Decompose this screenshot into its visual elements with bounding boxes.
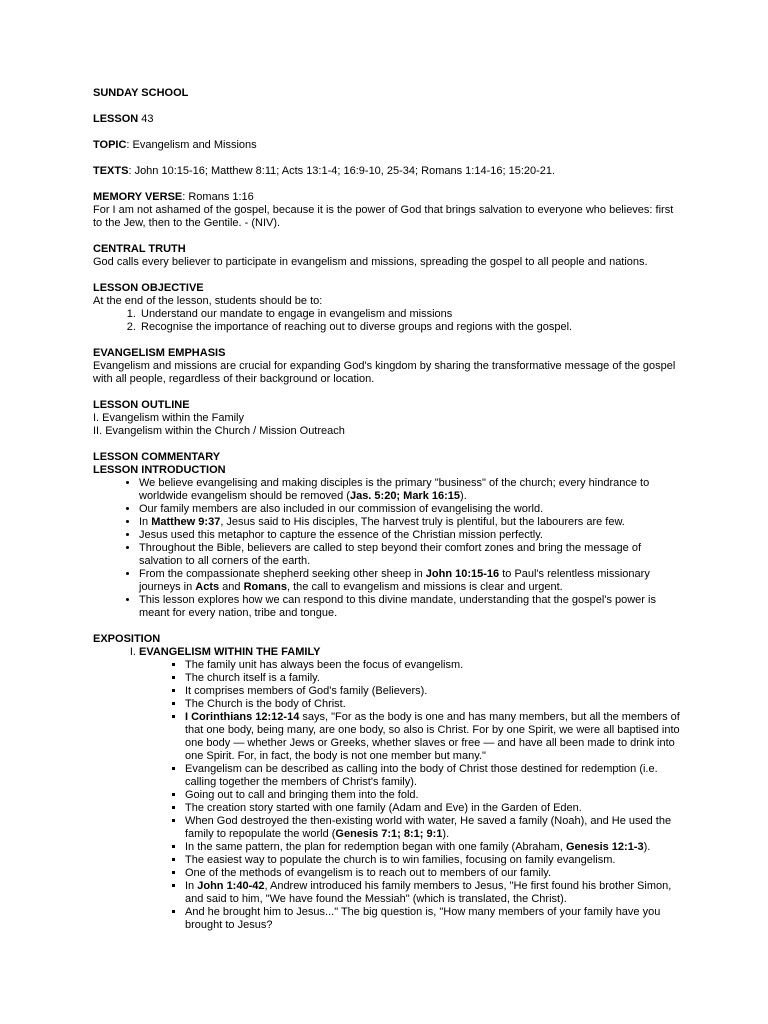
scripture-reference: Genesis 12:1-3 bbox=[565, 841, 644, 853]
central-truth-text: God calls every believer to participate in evangelism and missions, spreading the gospel to all people and nations. bbox=[93, 256, 648, 268]
texts-label: TEXTS bbox=[93, 165, 129, 177]
list-item: • Jesus used this metaphor to capture the essence of the Christian mission perfectly. bbox=[139, 529, 683, 542]
list-item: ▪ The church itself is a family. bbox=[185, 672, 683, 685]
book-name: Romans bbox=[243, 581, 287, 593]
text-run: ). bbox=[442, 828, 450, 840]
emphasis-section bbox=[93, 347, 683, 386]
text-run: says, "For as the body is one and has many members, but all the members of that one body, being many, are one body, so also is Christ. For by one Spirit, we were all baptised into one body — whether Jews or Greeks, whether slaves or free — and have all been made to drink into one Spirit. For, in fact, the body is not one member but many." bbox=[185, 711, 680, 762]
list-item: ▪ It comprises members of God's family (Believers). bbox=[185, 685, 683, 698]
objective-list bbox=[93, 308, 683, 334]
list-item bbox=[185, 841, 683, 854]
text-run: to Paul's relentless missionary journeys in bbox=[139, 568, 650, 593]
list-item bbox=[139, 477, 683, 503]
texts-text: : John 10:15-16; Matthew 8:11; Acts 13:1-4; 16:9-10, 25-34; Romans 1:14-16; 15:20-21. bbox=[128, 165, 556, 177]
text-run: In bbox=[139, 516, 152, 528]
text-run: , the call to evangelism and missions is clear and urgent. bbox=[286, 581, 563, 593]
list-item bbox=[185, 815, 683, 841]
text-run: In bbox=[185, 880, 198, 892]
text-run: , Jesus said to His disciples, The harvest truly is plentiful, but the labourers are few. bbox=[220, 516, 625, 528]
list-item: ▪ The easiest way to populate the church is to win families, focusing on family evangelism. bbox=[185, 854, 683, 867]
scripture-reference: John 10:15-16 bbox=[425, 568, 500, 580]
text-run: In the same pattern, the plan for redemption began with one family (Abraham, bbox=[185, 841, 566, 853]
memory-verse-label: MEMORY VERSE bbox=[93, 191, 183, 203]
list-item: ▪ Evangelism can be described as calling into the body of Christ those destined for redemption (i.e. calling together the members of Christ's family). bbox=[185, 763, 683, 789]
list-item bbox=[139, 516, 683, 529]
topic-line bbox=[93, 139, 683, 152]
introduction-list bbox=[93, 477, 683, 620]
list-item: ▪ The creation story started with one family (Adam and Eve) in the Garden of Eden. bbox=[185, 802, 683, 815]
commentary-heading: LESSON COMMENTARY bbox=[93, 451, 221, 463]
list-item: • Our family members are also included in our commission of evangelising the world. bbox=[139, 503, 683, 516]
list-item bbox=[185, 880, 683, 906]
memory-verse-heading bbox=[93, 191, 683, 204]
book-name: Acts bbox=[195, 581, 220, 593]
list-item: 2. Recognise the importance of reaching out to diverse groups and regions with the gospel. bbox=[139, 321, 683, 334]
text-run: , Andrew introduced his family members to Jesus, "He first found his brother Simon, and said to him, "We have found the Messiah" (which is translated, the Christ). bbox=[185, 880, 672, 905]
list-item: • Throughout the Bible, believers are called to step beyond their comfort zones and bring the message of salvation to all corners of the earth. bbox=[139, 542, 683, 568]
exposition-heading: EXPOSITION bbox=[93, 633, 161, 645]
objective-heading: LESSON OBJECTIVE bbox=[93, 282, 204, 294]
memory-verse-section bbox=[93, 191, 683, 230]
texts-line bbox=[93, 165, 683, 178]
school-title: SUNDAY SCHOOL bbox=[93, 87, 189, 99]
outline-item: II. Evangelism within the Church / Mission Outreach bbox=[93, 425, 345, 437]
text-run: and bbox=[219, 581, 244, 593]
topic-label: TOPIC bbox=[93, 139, 127, 151]
text-run: From the compassionate shepherd seeking other sheep in bbox=[139, 568, 426, 580]
scripture-reference: Genesis 7:1; 8:1; 9:1 bbox=[335, 828, 443, 840]
lesson-number: 43 bbox=[138, 113, 154, 125]
list-item: ▪ The Church is the body of Christ. bbox=[185, 698, 683, 711]
lesson-label: LESSON bbox=[93, 113, 139, 125]
text-run: ). bbox=[643, 841, 651, 853]
list-item: ▪ The family unit has always been the focus of evangelism. bbox=[185, 659, 683, 672]
topic-text: : Evangelism and Missions bbox=[126, 139, 257, 151]
objective-section bbox=[93, 282, 683, 334]
memory-verse-ref: : Romans 1:16 bbox=[182, 191, 254, 203]
list-item: • This lesson explores how we can respond to this divine mandate, understanding that the gospel's power is meant for every nation, tribe and tongue. bbox=[139, 594, 683, 620]
list-item: 1. Understand our mandate to engage in evangelism and missions bbox=[139, 308, 683, 321]
outline-section bbox=[93, 399, 683, 438]
list-item: ▪ And he brought him to Jesus..." The big question is, "How many members of your family have you brought to Jesus? bbox=[185, 906, 683, 932]
outline-item: I. Evangelism within the Family bbox=[93, 412, 244, 424]
section-heading: EVANGELISM WITHIN THE FAMILY bbox=[139, 646, 321, 658]
exposition-list bbox=[93, 646, 683, 932]
emphasis-heading: EVANGELISM EMPHASIS bbox=[93, 347, 226, 359]
central-truth-section bbox=[93, 243, 683, 269]
scripture-reference: Jas. 5:20; Mark 16:15 bbox=[349, 490, 461, 502]
emphasis-text: Evangelism and missions are crucial for expanding God's kingdom by sharing the transformative message of the gospel with all people, regardless of their background or location. bbox=[93, 360, 676, 385]
memory-verse-text: For I am not ashamed of the gospel, because it is the power of God that brings salvation to everyone who believes: first to the Jew, then to the Gentile. - (NIV). bbox=[93, 204, 674, 229]
text-run: We believe evangelising and making disciples is the primary "business" of the church; every hindrance to worldwide evangelism should be removed ( bbox=[139, 477, 650, 502]
scripture-reference: Matthew 9:37 bbox=[151, 516, 221, 528]
text-run: When God destroyed the then-existing world with water, He saved a family (Noah), and He used the family to repopulate the world ( bbox=[185, 815, 672, 840]
list-item: ▪ Going out to call and bringing them into the fold. bbox=[185, 789, 683, 802]
list-item bbox=[185, 711, 683, 763]
section-bullets bbox=[139, 659, 683, 932]
central-truth-heading: CENTRAL TRUTH bbox=[93, 243, 186, 255]
scripture-reference: John 1:40-42 bbox=[197, 880, 265, 892]
list-item: ▪ One of the methods of evangelism is to reach out to members of our family. bbox=[185, 867, 683, 880]
lesson-line bbox=[93, 113, 683, 126]
text-run: ). bbox=[460, 490, 467, 502]
document-body bbox=[93, 87, 683, 932]
scripture-reference: I Corinthians 12:12-14 bbox=[185, 711, 300, 723]
list-item bbox=[139, 568, 683, 594]
outline-heading: LESSON OUTLINE bbox=[93, 399, 190, 411]
exposition-section bbox=[93, 633, 683, 932]
exposition-item bbox=[139, 646, 683, 932]
commentary-section bbox=[93, 451, 683, 620]
objective-intro: At the end of the lesson, students should be to: bbox=[93, 295, 323, 307]
introduction-heading: LESSON INTRODUCTION bbox=[93, 464, 226, 476]
